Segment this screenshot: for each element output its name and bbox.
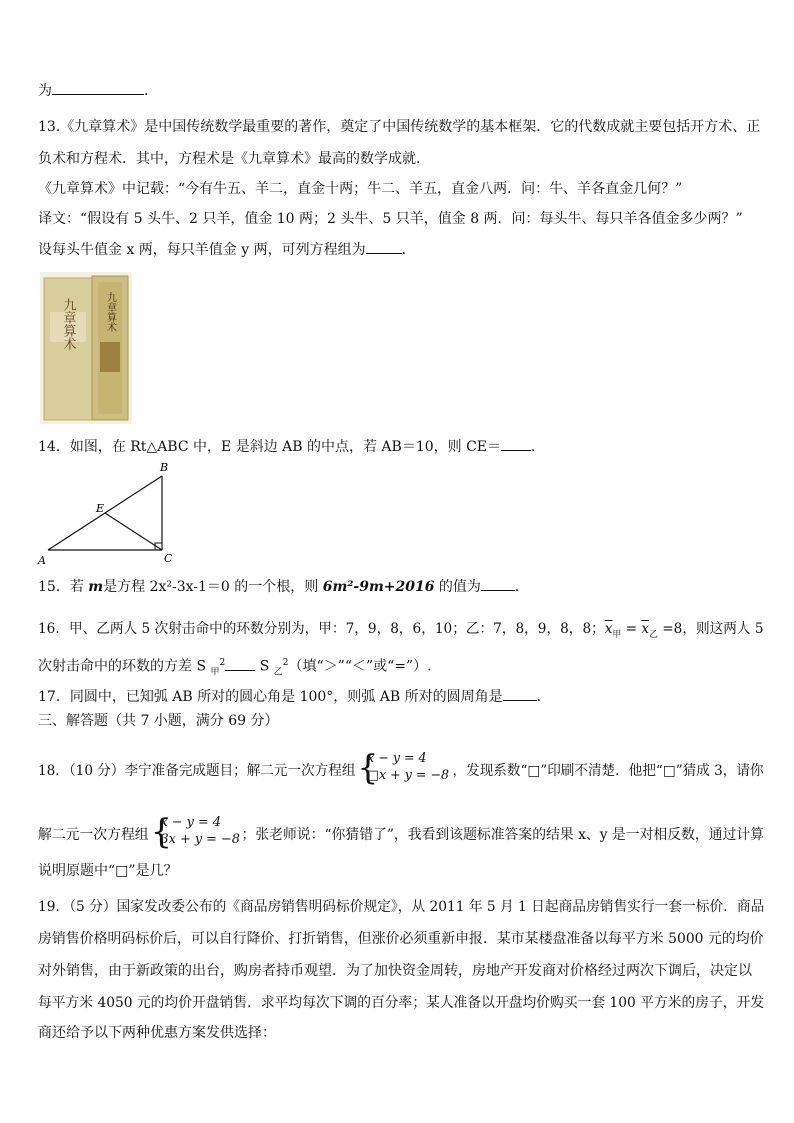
book-spine-title-left: 九章算术 (60, 298, 76, 350)
answer-blank[interactable] (52, 82, 144, 95)
q19-line-5: 商还给予以下两种优惠方案发供选择： (38, 1025, 276, 1041)
q19-line-4: 每平方米 4050 元的均价开盘销售．求平均每次下调的百分率；某人准备以开盘均价购买一套 100 平方米的房子，开发 (38, 995, 765, 1011)
q19-line-2: 房销售价格明码标价后，可以自行降价、打折销售，但涨价必须重新申报．某市某楼盘准备以每平方米 5000 元的均价 (38, 931, 764, 947)
equation-system-1: { x − y = 4 □x + y = −8 (357, 748, 450, 788)
label-e: E (96, 502, 105, 515)
q12-tail-line: 为 ． (38, 83, 158, 99)
answer-blank[interactable] (481, 578, 515, 591)
q13-line-2: 负术和方程术．其中，方程术是《九章算术》最高的数学成就． (38, 151, 430, 167)
label-a: A (38, 554, 46, 566)
q18-line-1: 18．（10 分）李宁准备完成题目；解二元一次方程组 { x − y = 4 □x + y = −8 ，发现系数“□”印刷不清楚．他把“□”猜成 3，请你 (38, 748, 764, 788)
right-triangle-diagram (36, 462, 186, 566)
q13-line-4: 译文：“假设有 5 头牛、2 只羊，值金 10 两；2 头牛、5 只羊，值金 8 两．问：每头牛、每只羊各值金多少两？” (38, 211, 743, 227)
nine-chapters-books-image (40, 272, 132, 424)
answer-blank[interactable] (225, 658, 255, 671)
label-b: B (160, 462, 169, 474)
q13-line-1: 13.《九章算术》是中国传统数学最重要的著作，奠定了中国传统数学的基本框架．它的代数成就主要包括开方术、正 (38, 119, 761, 135)
q16-line-1: 16．甲、乙两人 5 次射击命中的环数分别为，甲：7，9，8，6，10；乙：7，8，9，8，8；$\overline{x}_甲 = \overline{x}_乙 =8$，则这两人 5 (38, 621, 764, 640)
q19-line-1: 19．（5 分）国家发改委公布的《商品房销售明码标价规定》，从 2011 年 5 月 1 日起商品房销售实行一套一标价．商品 (38, 899, 765, 915)
answer-blank[interactable] (366, 241, 402, 254)
answer-blank[interactable] (503, 688, 537, 701)
q18-line-3: 说明原题中“□”是几？ (38, 863, 178, 879)
equation-system-2: { x − y = 4 3x + y = −8 (150, 812, 240, 852)
section-3-heading: 三、解答题（共 7 小题，满分 69 分） (38, 713, 279, 729)
segment-ce (105, 513, 162, 550)
q17-line: 17．同圆中，已知弧 AB 所对的圆心角是 100°，则弧 AB 所对的圆周角是 ． (38, 689, 551, 705)
q18-line-2: 解二元一次方程组 { x − y = 4 3x + y = −8 ；张老师说：“你猜错了”，我看到该题标准答案的结果 x、y 是一对相反数，通过计算 (38, 812, 765, 852)
answer-blank[interactable] (501, 438, 531, 451)
q13-line-5: 设每头牛值金 x 两，每只羊值金 y 两，可列方程组为 ． (38, 242, 416, 258)
q13-line-3: 《九章算术》中记载：“今有牛五、羊二，直金十两；牛二、羊五，直金八两．问：牛、羊各直金几何？” (38, 181, 683, 197)
q19-line-3: 对外销售，由于新政策的出台，购房者持币观望．为了加快资金周转，房地产开发商对价格经过两次下调后，决定以 (38, 963, 752, 979)
label-c: C (164, 552, 173, 565)
book-spine-title-right: 九章算术 (104, 292, 116, 332)
q15-line: 15．若 m是方程 2x²-3x-1＝0 的一个根，则 6m²-9m+2016 的值为 ． (38, 579, 529, 595)
q14-line: 14．如图，在 Rt△ABC 中，E 是斜边 AB 的中点，若 AB＝10，则 CE＝ ． (38, 439, 546, 455)
q16-line-2: 次射击命中的环数的方差 S $_甲^2$ S $_乙^2$（填“＞”“＜”或“=”）. (38, 658, 432, 678)
